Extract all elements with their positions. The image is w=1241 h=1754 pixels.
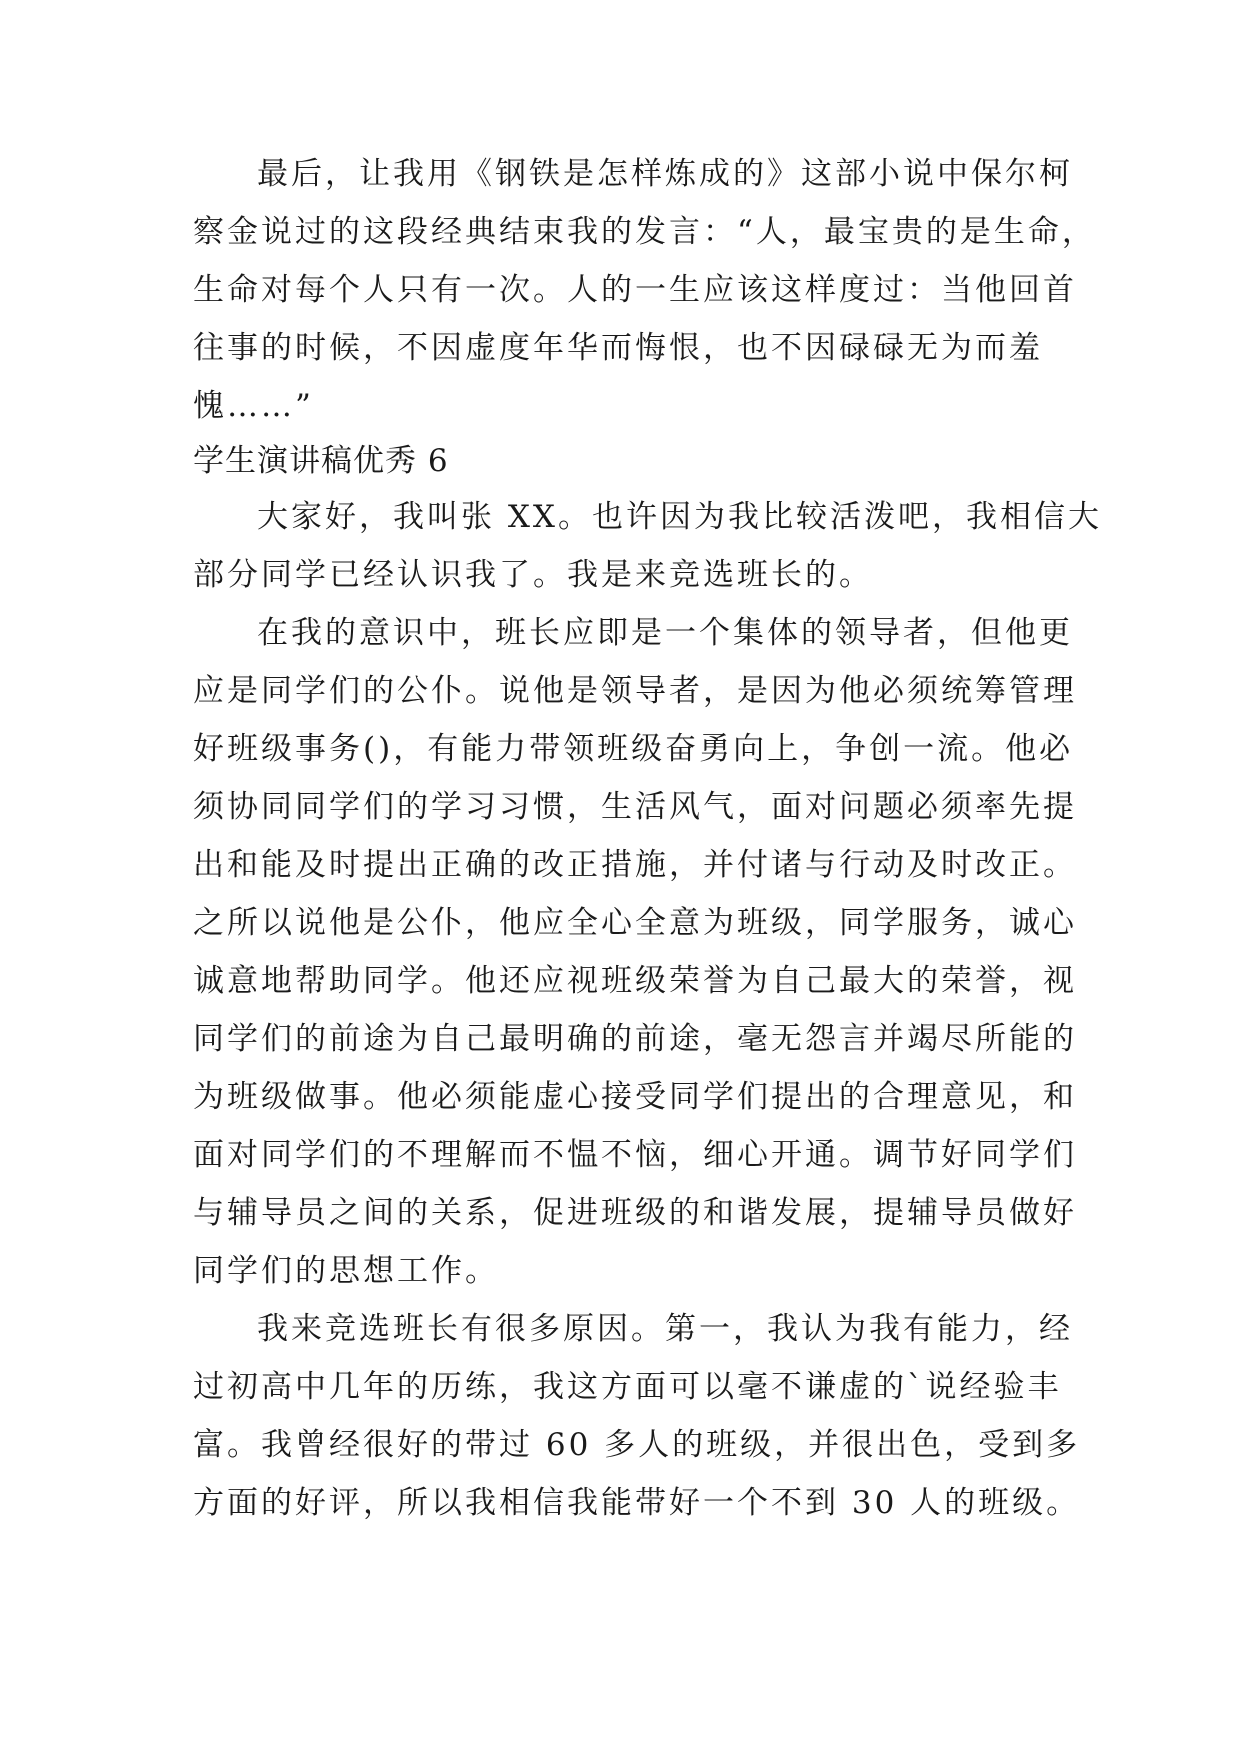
paragraph-line: 察金说过的这段经典结束我的发言：“人，最宝贵的是生命，	[193, 214, 1096, 250]
paragraph-line: 同学们的思想工作。	[193, 1253, 499, 1289]
paragraph-line: 愧……”	[193, 388, 314, 424]
paragraph-line: 与辅导员之间的关系，促进班级的和谐发展，提辅导员做好	[193, 1195, 1077, 1231]
paragraph-line: 同学们的前途为自己最明确的前途，毫无怨言并竭尽所能的	[193, 1021, 1077, 1057]
paragraph-line: 应是同学们的公仆。说他是领导者，是因为他必须统筹管理	[193, 673, 1077, 709]
paragraph-line: 出和能及时提出正确的改正措施，并付诸与行动及时改正。	[193, 847, 1077, 883]
paragraph-line: 好班级事务()，有能力带领班级奋勇向上，争创一流。他必	[193, 731, 1074, 767]
paragraph-line: 之所以说他是公仆，他应全心全意为班级，同学服务，诚心	[193, 905, 1077, 941]
paragraph-line: 须协同同学们的学习习惯，生活风气，面对问题必须率先提	[193, 789, 1077, 825]
paragraph-line: 我来竞选班长有很多原因。第一，我认为我有能力，经	[257, 1311, 1073, 1347]
paragraph-line: 诚意地帮助同学。他还应视班级荣誉为自己最大的荣誉，视	[193, 963, 1077, 999]
paragraph-line: 在我的意识中，班长应即是一个集体的领导者，但他更	[257, 615, 1073, 651]
paragraph-line: 生命对每个人只有一次。人的一生应该这样度过：当他回首	[193, 272, 1077, 308]
paragraph-line: 部分同学已经认识我了。我是来竞选班长的。	[193, 557, 873, 593]
paragraph-line: 方面的好评，所以我相信我能带好一个不到 30 人的班级。	[193, 1485, 1081, 1521]
paragraph-line: 过初高中几年的历练，我这方面可以毫不谦虚的`说经验丰	[193, 1369, 1062, 1405]
paragraph-line: 大家好，我叫张 XX。也许因为我比较活泼吧，我相信大	[257, 499, 1102, 535]
paragraph-line: 往事的时候，不因虚度年华而悔恨，也不因碌碌无为而羞	[193, 330, 1043, 366]
paragraph-line: 面对同学们的不理解而不愠不恼，细心开通。调节好同学们	[193, 1137, 1077, 1173]
paragraph-line: 富。我曾经很好的带过 60 多人的班级，并很出色，受到多	[193, 1427, 1081, 1463]
paragraph-line: 为班级做事。他必须能虚心接受同学们提出的合理意见，和	[193, 1079, 1077, 1115]
section-heading: 学生演讲稿优秀 6	[193, 443, 449, 479]
paragraph-line: 最后，让我用《钢铁是怎样炼成的》这部小说中保尔柯	[257, 156, 1073, 192]
